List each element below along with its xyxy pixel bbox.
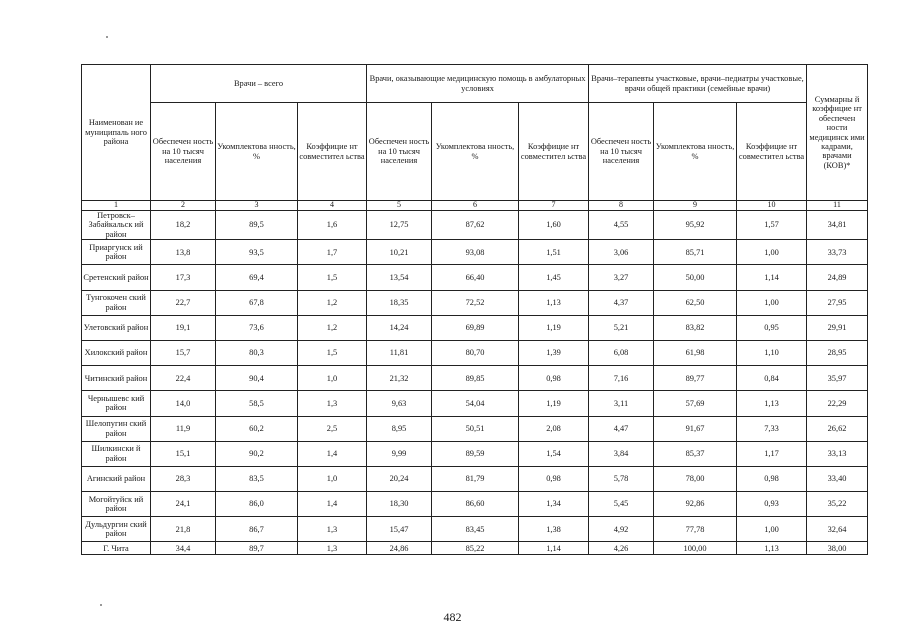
column-number: 7	[519, 201, 589, 211]
district-name-cell: Шилкински й район	[82, 441, 151, 466]
value-cell: 32,64	[807, 517, 868, 542]
value-cell: 80,70	[432, 340, 519, 365]
value-cell: 89,77	[654, 366, 737, 391]
table-row	[82, 492, 868, 517]
value-cell: 28,95	[807, 340, 868, 365]
value-cell: 1,6	[298, 211, 367, 240]
header-provision: Обеспечен ность на 10 тысяч населения	[367, 103, 432, 201]
value-cell: 1,0	[298, 466, 367, 491]
value-cell: 62,50	[654, 290, 737, 315]
district-name-cell: Петровск–Забайкальск ий район	[82, 211, 151, 240]
value-cell: 1,17	[737, 441, 807, 466]
value-cell: 5,21	[589, 315, 654, 340]
value-cell: 58,5	[216, 391, 298, 416]
value-cell: 33,73	[807, 240, 868, 265]
value-cell: 24,1	[151, 492, 216, 517]
table-row	[82, 265, 868, 290]
value-cell: 86,7	[216, 517, 298, 542]
header-staffing: Укомплектова нность, %	[432, 103, 519, 201]
value-cell: 24,86	[367, 542, 432, 555]
value-cell: 0,84	[737, 366, 807, 391]
column-number: 10	[737, 201, 807, 211]
value-cell: 90,4	[216, 366, 298, 391]
table-row	[82, 240, 868, 265]
value-cell: 18,2	[151, 211, 216, 240]
value-cell: 89,5	[216, 211, 298, 240]
column-number: 2	[151, 201, 216, 211]
table-row	[82, 211, 868, 240]
value-cell: 15,1	[151, 441, 216, 466]
value-cell: 21,8	[151, 517, 216, 542]
district-name-cell: Хилокский район	[82, 340, 151, 365]
value-cell: 78,00	[654, 466, 737, 491]
value-cell: 60,2	[216, 416, 298, 441]
value-cell: 1,39	[519, 340, 589, 365]
table-body	[82, 211, 868, 555]
value-cell: 0,93	[737, 492, 807, 517]
value-cell: 28,3	[151, 466, 216, 491]
header-coefficient: Коэффицие нт совместител ьства	[298, 103, 367, 201]
value-cell: 13,8	[151, 240, 216, 265]
district-name-cell: Читинский район	[82, 366, 151, 391]
value-cell: 34,4	[151, 542, 216, 555]
value-cell: 83,5	[216, 466, 298, 491]
table-row	[82, 416, 868, 441]
district-name-cell: Г. Чита	[82, 542, 151, 555]
value-cell: 0,98	[737, 466, 807, 491]
value-cell: 1,3	[298, 517, 367, 542]
value-cell: 1,13	[519, 290, 589, 315]
column-number: 4	[298, 201, 367, 211]
value-cell: 1,34	[519, 492, 589, 517]
header-coefficient: Коэффицие нт совместител ьства	[519, 103, 589, 201]
value-cell: 80,3	[216, 340, 298, 365]
value-cell: 4,37	[589, 290, 654, 315]
value-cell: 50,00	[654, 265, 737, 290]
value-cell: 1,14	[737, 265, 807, 290]
value-cell: 61,98	[654, 340, 737, 365]
value-cell: 6,08	[589, 340, 654, 365]
value-cell: 90,2	[216, 441, 298, 466]
value-cell: 27,95	[807, 290, 868, 315]
value-cell: 21,32	[367, 366, 432, 391]
column-number: 1	[82, 201, 151, 211]
table-row	[82, 466, 868, 491]
value-cell: 33,13	[807, 441, 868, 466]
value-cell: 1,14	[519, 542, 589, 555]
value-cell: 17,3	[151, 265, 216, 290]
district-name-cell: Чернышевс кий район	[82, 391, 151, 416]
value-cell: 100,00	[654, 542, 737, 555]
header-district-name: Наименован ие муниципаль ного района	[82, 65, 151, 201]
value-cell: 3,11	[589, 391, 654, 416]
value-cell: 83,45	[432, 517, 519, 542]
value-cell: 0,98	[519, 366, 589, 391]
value-cell: 1,4	[298, 441, 367, 466]
district-name-cell: Шелопугин ский район	[82, 416, 151, 441]
district-name-cell: Улетовский район	[82, 315, 151, 340]
value-cell: 15,7	[151, 340, 216, 365]
value-cell: 86,0	[216, 492, 298, 517]
value-cell: 2,5	[298, 416, 367, 441]
value-cell: 9,99	[367, 441, 432, 466]
district-name-cell: Тунгокочен ский район	[82, 290, 151, 315]
value-cell: 11,81	[367, 340, 432, 365]
value-cell: 87,62	[432, 211, 519, 240]
column-number: 5	[367, 201, 432, 211]
value-cell: 89,59	[432, 441, 519, 466]
value-cell: 66,40	[432, 265, 519, 290]
doctor-staffing-table	[81, 64, 868, 555]
value-cell: 1,00	[737, 240, 807, 265]
value-cell: 1,13	[737, 391, 807, 416]
value-cell: 86,60	[432, 492, 519, 517]
table-row	[82, 366, 868, 391]
value-cell: 3,27	[589, 265, 654, 290]
value-cell: 20,24	[367, 466, 432, 491]
value-cell: 93,08	[432, 240, 519, 265]
value-cell: 15,47	[367, 517, 432, 542]
column-number: 11	[807, 201, 868, 211]
header-kov: Суммарны й коэффицие нт обеспечен ности медицинск ими кадрами, врачами (КОВ)*	[807, 65, 868, 201]
table-row	[82, 315, 868, 340]
district-name-cell: Дульдургин ский район	[82, 517, 151, 542]
value-cell: 85,37	[654, 441, 737, 466]
header-staffing: Укомплектова нность, %	[216, 103, 298, 201]
value-cell: 14,0	[151, 391, 216, 416]
value-cell: 13,54	[367, 265, 432, 290]
value-cell: 1,19	[519, 391, 589, 416]
value-cell: 95,92	[654, 211, 737, 240]
value-cell: 8,95	[367, 416, 432, 441]
value-cell: 38,00	[807, 542, 868, 555]
column-number: 3	[216, 201, 298, 211]
value-cell: 34,81	[807, 211, 868, 240]
value-cell: 9,63	[367, 391, 432, 416]
header-coefficient: Коэффицие нт совместител ьства	[737, 103, 807, 201]
value-cell: 7,33	[737, 416, 807, 441]
value-cell: 1,2	[298, 290, 367, 315]
table-row	[82, 290, 868, 315]
value-cell: 81,79	[432, 466, 519, 491]
value-cell: 5,45	[589, 492, 654, 517]
district-name-cell: Приаргунск ий район	[82, 240, 151, 265]
value-cell: 69,4	[216, 265, 298, 290]
header-group-therapists: Врачи–терапевты участковые, врачи–педиатры участковые, врачи общей практики (семейные врачи)	[589, 65, 807, 103]
column-number: 6	[432, 201, 519, 211]
value-cell: 1,3	[298, 391, 367, 416]
value-cell: 1,2	[298, 315, 367, 340]
value-cell: 7,16	[589, 366, 654, 391]
value-cell: 35,22	[807, 492, 868, 517]
value-cell: 11,9	[151, 416, 216, 441]
table-row	[82, 441, 868, 466]
header-row-groups	[82, 65, 868, 103]
header-provision: Обеспечен ность на 10 тысяч населения	[589, 103, 654, 201]
table-row	[82, 542, 868, 555]
value-cell: 73,6	[216, 315, 298, 340]
value-cell: 89,85	[432, 366, 519, 391]
value-cell: 1,19	[519, 315, 589, 340]
scan-speck	[106, 36, 108, 38]
value-cell: 26,62	[807, 416, 868, 441]
table-row	[82, 517, 868, 542]
value-cell: 35,97	[807, 366, 868, 391]
value-cell: 1,00	[737, 517, 807, 542]
table-row	[82, 340, 868, 365]
value-cell: 67,8	[216, 290, 298, 315]
district-name-cell: Сретенский район	[82, 265, 151, 290]
header-group-all-doctors: Врачи – всего	[151, 65, 367, 103]
value-cell: 3,84	[589, 441, 654, 466]
value-cell: 10,21	[367, 240, 432, 265]
value-cell: 19,1	[151, 315, 216, 340]
value-cell: 29,91	[807, 315, 868, 340]
value-cell: 4,55	[589, 211, 654, 240]
value-cell: 3,06	[589, 240, 654, 265]
value-cell: 4,92	[589, 517, 654, 542]
value-cell: 33,40	[807, 466, 868, 491]
value-cell: 1,10	[737, 340, 807, 365]
column-number: 9	[654, 201, 737, 211]
value-cell: 50,51	[432, 416, 519, 441]
table-row	[82, 391, 868, 416]
value-cell: 85,71	[654, 240, 737, 265]
value-cell: 72,52	[432, 290, 519, 315]
header-provision: Обеспечен ность на 10 тысяч населения	[151, 103, 216, 201]
value-cell: 89,7	[216, 542, 298, 555]
district-name-cell: Могойтуйск ий район	[82, 492, 151, 517]
header-staffing: Укомплектова нность, %	[654, 103, 737, 201]
value-cell: 14,24	[367, 315, 432, 340]
header-row-subcolumns	[82, 103, 868, 201]
scan-speck	[100, 604, 102, 606]
value-cell: 22,7	[151, 290, 216, 315]
value-cell: 24,89	[807, 265, 868, 290]
value-cell: 1,00	[737, 290, 807, 315]
value-cell: 93,5	[216, 240, 298, 265]
value-cell: 4,47	[589, 416, 654, 441]
value-cell: 1,7	[298, 240, 367, 265]
value-cell: 85,22	[432, 542, 519, 555]
value-cell: 0,98	[519, 466, 589, 491]
value-cell: 5,78	[589, 466, 654, 491]
value-cell: 18,35	[367, 290, 432, 315]
value-cell: 83,82	[654, 315, 737, 340]
value-cell: 18,30	[367, 492, 432, 517]
value-cell: 22,29	[807, 391, 868, 416]
value-cell: 2,08	[519, 416, 589, 441]
value-cell: 1,3	[298, 542, 367, 555]
value-cell: 54,04	[432, 391, 519, 416]
value-cell: 1,60	[519, 211, 589, 240]
value-cell: 1,57	[737, 211, 807, 240]
header-group-outpatient: Врачи, оказывающие медицинскую помощь в амбулаторных условиях	[367, 65, 589, 103]
value-cell: 69,89	[432, 315, 519, 340]
value-cell: 77,78	[654, 517, 737, 542]
header-row-column-numbers	[82, 201, 868, 211]
value-cell: 1,38	[519, 517, 589, 542]
value-cell: 0,95	[737, 315, 807, 340]
value-cell: 1,5	[298, 265, 367, 290]
value-cell: 1,45	[519, 265, 589, 290]
value-cell: 22,4	[151, 366, 216, 391]
value-cell: 12,75	[367, 211, 432, 240]
value-cell: 4,26	[589, 542, 654, 555]
value-cell: 91,67	[654, 416, 737, 441]
value-cell: 1,13	[737, 542, 807, 555]
value-cell: 57,69	[654, 391, 737, 416]
value-cell: 1,4	[298, 492, 367, 517]
column-number: 8	[589, 201, 654, 211]
page-number: 482	[443, 610, 462, 624]
value-cell: 1,0	[298, 366, 367, 391]
value-cell: 1,51	[519, 240, 589, 265]
district-name-cell: Агинский район	[82, 466, 151, 491]
value-cell: 92,86	[654, 492, 737, 517]
value-cell: 1,5	[298, 340, 367, 365]
value-cell: 1,54	[519, 441, 589, 466]
